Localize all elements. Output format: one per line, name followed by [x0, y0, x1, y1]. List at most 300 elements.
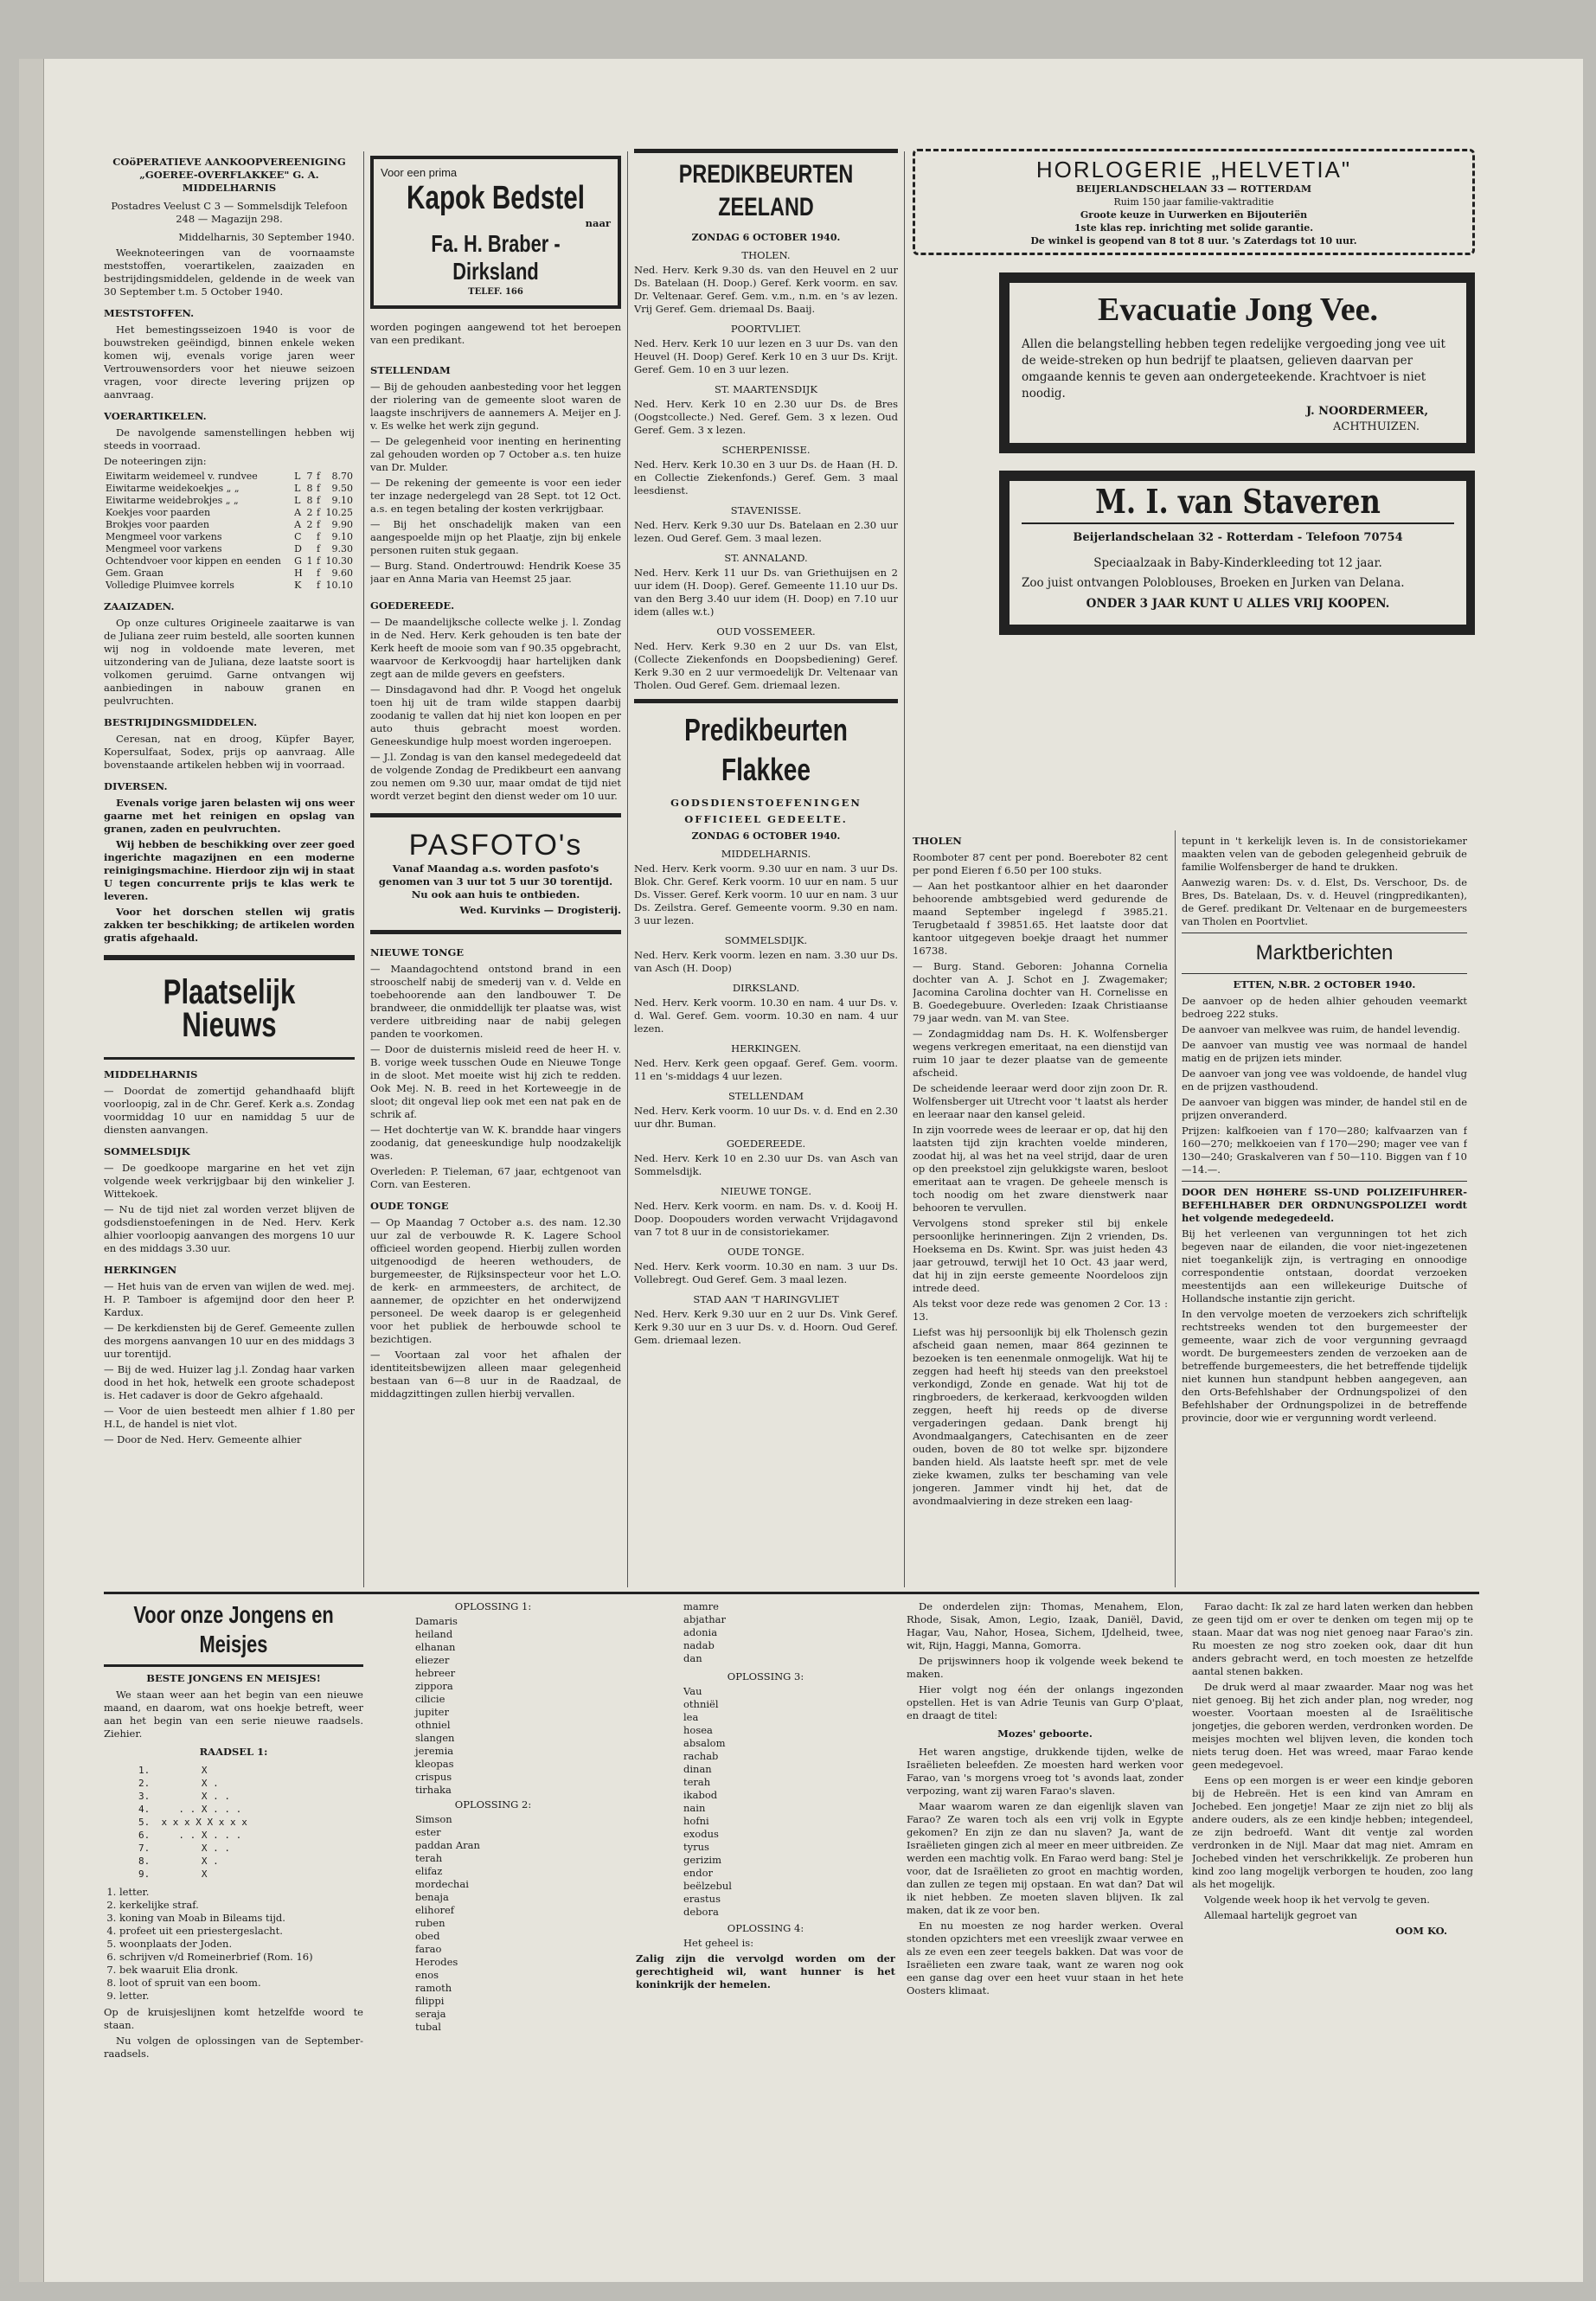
ad-text: Wed. Kurvinks — Drogisterij. [459, 904, 621, 916]
price-code: C [294, 531, 302, 542]
news-text: De druk werd al maar zwaarder. Maar nog was het niet genoeg. Bij het zich ander plan, nog wreder, nog woester. Voortaan moesten al de Israëlitische jongetjes, die geboren werden, verdronken worden. De meisjes mochten wel blijven leven, die konden toch niets terug doen. Het was wreed, maar Farao kende geen medegevoel. [1192, 1681, 1473, 1771]
church-town: ST. ANNALAND. [724, 552, 808, 564]
news-text: tepunt in 't kerkelijk leven is. In de consistoriekamer maakten velen van de geboden gelegenheid gebruik de familie Wolfensberger de hand te drukken. [1182, 835, 1467, 873]
ad-title: M. I. van Staveren [1095, 482, 1381, 521]
list-item: 2. kerkelijke straf. [119, 1899, 363, 1912]
price-code: 8 [306, 483, 313, 494]
town-heading: MIDDELHARNIS [104, 1068, 198, 1080]
list-item: heiland [415, 1628, 453, 1640]
ad-text: De winkel is geopend van 8 tot 8 uur. 's Zaterdags tot 10 uur. [1030, 235, 1357, 247]
price-value: 9.10 [331, 531, 353, 542]
price-item: Eiwitarme weidebrokjes „ „ [106, 495, 239, 506]
church-entry [634, 848, 898, 927]
church-services: Ned. Herv. Kerk voorm. 9.30 uur en nam. 3 uur Ds. Blok. Chr. Geref. Kerk voorm. 10 uur en nam. 5 uur Ds. Visser. Geref. Kerk voorm. 10 uur en nam. 3 uur Ds. Zeilstra. Geref. Gemeente voorm. 9.30 en nam. 3 uur lezen. [634, 862, 898, 926]
price-value: 9.10 [331, 495, 353, 506]
price-value: 10.10 [325, 580, 353, 591]
ad-text: 1ste klas rep. inrichting met solide garantie. [1074, 222, 1314, 234]
price-code: f [317, 567, 321, 579]
news-text: worden pogingen aangewend tot het beroepen van een predikant. [370, 321, 621, 346]
news-text: Farao dacht: Ik zal ze hard laten werken dan hebben ze geen tijd om er over te denken om tegen mij op te staan. Maar dat was nog niet genoeg naar Farao's zin. Ru moesten ze nog stro zoeken ook, daar dit hun anders gebracht werd, en toch moesten ze hetzelfde aantal stenen bakken. [1192, 1600, 1473, 1677]
list-item: Herodes [415, 1956, 458, 1968]
list-item: eliezer [415, 1654, 450, 1666]
pasfoto-ad [370, 823, 621, 925]
plaatselijk-nieuws-heading: Plaatselijk Nieuws [163, 973, 296, 1044]
list-item: othniël [683, 1698, 719, 1710]
list-item: dan [683, 1652, 702, 1664]
list-item: 3. koning van Moab in Bileams tijd. [119, 1912, 363, 1925]
ad-text: Voor een prima [381, 166, 458, 179]
oplossing-column-2 [636, 1600, 895, 2197]
town-heading: THOLEN [913, 835, 962, 847]
town-heading: SOMMELSDIJK [104, 1145, 190, 1157]
church-entry [634, 982, 898, 1035]
list-item: seraja [415, 2008, 446, 2020]
list-item: ester [415, 1826, 441, 1838]
ad-text: Speciaalzaak in Baby-Kinderkleeding tot 12 jaar. [1093, 556, 1382, 570]
church-town: THOLEN. [741, 249, 791, 261]
list-item: lea [683, 1711, 699, 1723]
column-4 [913, 835, 1168, 1587]
news-text: — De gelegenheid voor inenting en herinenting zal gehouden worden op 7 October a.s. ten huize van Dr. Mulder. [370, 435, 621, 473]
oplossing-list [372, 1813, 614, 2034]
price-value: 9.50 [331, 483, 353, 494]
price-item: Mengmeel voor varkens [106, 543, 222, 554]
oplossing-answer: Zalig zijn die vervolgd worden om der gerechtigheid wil, want hunner is het koninkrijk der hemelen. [636, 1952, 895, 1990]
price-code: A [294, 507, 302, 518]
list-item: endor [683, 1867, 713, 1879]
list-item: adonia [683, 1626, 718, 1638]
news-text: — Op Maandag 7 October a.s. des nam. 12.30 uur zal de verbouwde R. K. Lagere School officieel worden geopend. Hierbij zullen worden uitgenoodigd de heeren wethouders, de burgemeester, de Rijksinspecteur voor het L.O. de kerk- en armmeesters, de architect, de aannemer, de opzichter en het onderwijzend personeel. De week daarop is er gelegenheid voor het publiek de herbouwde school te bezichtigen. [370, 1216, 621, 1345]
news-text: — Zondagmiddag nam Ds. H. K. Wolfensberger wegens verkregen emeritaat, na een dienstijd van ruim 10 jaar te dezer plaatse van de gemeente afscheid. [913, 1028, 1168, 1079]
diversen-text: Voor het dorschen stellen wij gratis zakken ter beschikking; de artikelen worden gratis afgehaald. [104, 906, 355, 944]
list-item: 4. profeet uit een priestergeslacht. [119, 1925, 363, 1938]
predikbeurten-flakkee-heading: Predikbeurten Flakkee [684, 712, 848, 787]
list-item: abjathar [683, 1613, 727, 1625]
news-text: De prijswinners hoop ik volgende week bekend te maken. [907, 1655, 1183, 1680]
price-code: G [294, 555, 302, 567]
column-rule [904, 151, 905, 1587]
divider [634, 699, 898, 703]
church-entry [634, 323, 898, 376]
ad-text: Ruim 150 jaar familie-vaktraditie [1113, 196, 1274, 208]
marktberichten-heading: Marktberichten [1255, 941, 1394, 965]
town-heading: NIEUWE TONGE [370, 946, 465, 958]
coop-date: Middelharnis, 30 September 1940. [178, 231, 355, 243]
list-item: 8. loot of spruit van een boom. [119, 1977, 363, 1990]
news-text: — Het huis van de erven van wijlen de wed. mej. H. P. Tamboer is afgemijnd door den heer P. Kardux. [104, 1280, 355, 1318]
price-value: 10.25 [325, 507, 353, 518]
church-services: Ned. Herv. Kerk voorm. lezen en nam. 3.30 uur Ds. van Asch (H. Doop) [634, 949, 898, 974]
list-item: gerizim [683, 1854, 721, 1866]
church-entry [634, 1042, 898, 1083]
list-item: hebreer [415, 1667, 456, 1679]
ad-address: BEIJERLANDSCHELAAN 33 — ROTTERDAM [1075, 183, 1312, 195]
list-item: jeremia [415, 1745, 454, 1757]
list-item: debora [683, 1906, 719, 1918]
church-services: Ned. Herv. Kerk 10 uur lezen en 3 uur Ds. van den Heuvel (H. Doop) Geref. Kerk 10 en 3 uur Ds. Krijt. Geref. Gem. 10 en 3 uur lezen. [634, 337, 898, 375]
news-text: Overleden: P. Tieleman, 67 jaar, echtgenoot van Corn. van Eesteren. [370, 1165, 621, 1190]
news-text: — Bij het onschadelijk maken van een aangespoelde mijn op het Plaatje, zijn bij enkele personen ruiten stuk gegaan. [370, 518, 621, 556]
section-heading: VOERARTIKELEN. [104, 410, 207, 422]
divider [1182, 1181, 1467, 1182]
ad-phone: TELEF. 166 [468, 287, 523, 297]
news-text: Nu volgen de oplossingen van de September-raadsels. [104, 2035, 363, 2060]
list-item: elhanan [415, 1641, 456, 1653]
list-item: 5. woonplaats der Joden. [119, 1938, 363, 1951]
list-item: mordechai [415, 1878, 469, 1890]
news-text: — Burg. Stand. Ondertrouwd: Hendrik Koese 35 jaar en Anna Maria van Heemst 25 jaar. [370, 560, 621, 585]
oplossing-title: OPLOSSING 1: [454, 1600, 532, 1612]
news-text: In zijn voorrede wees de leeraar er op, dat hij den laatsten tijd zijn krachten voelde minderen, zoodat hij, al was het na veel strijd, daar de uren op den preekstoel zijn gelukkigste waren, besloot emeritaat aan te vragen. De geheele mensch is toch noodig om het zware dienstwerk naar behooren te vervullen. [913, 1124, 1168, 1214]
price-code: 2 [306, 507, 313, 518]
price-code: f [317, 495, 321, 506]
list-item: rachab [683, 1750, 719, 1762]
oplossing-column-1 [372, 1600, 614, 2197]
price-code: L [294, 483, 301, 494]
church-town: HERKINGEN. [731, 1042, 801, 1054]
column-3 [634, 147, 898, 1583]
town-heading: GOEDEREEDE. [370, 599, 455, 612]
church-entry [634, 383, 898, 437]
news-text: Het geheel is: [683, 1937, 754, 1949]
church-services: Ned. Herv. Kerk voorm. 10.30 en nam. 3 uur Ds. Vollebregt. Oud Geref. Gem. 3 maal lezen. [634, 1260, 898, 1285]
price-row [104, 567, 355, 580]
news-text: Vervolgens stond spreker stil bij enkele persoonlijke herinneringen. Zijn 2 vrienden, Ds. Hoeksema en Ds. Kwint. Spr. was juist heden 43 jaar getrouwd, terwijl het 10 Oct. 43 jaar werd, dat hij in zijn eerste gemeente Noordeloos zijn intrede deed. [913, 1217, 1168, 1294]
price-table [104, 471, 355, 592]
market-date: ETTEN, N.BR. 2 OCTOBER 1940. [1233, 978, 1416, 990]
list-item: zippora [415, 1680, 453, 1692]
price-value: 9.90 [331, 519, 353, 530]
price-value: 9.60 [331, 567, 353, 579]
news-text: — De maandelijksche collecte welke j. l. Zondag in de Ned. Herv. Kerk gehouden is ten bate der Kerk heeft de mooie som van f 90.35 opgebracht, waarvoor de Kerkvoogdij haar hartelijken dank zegt aan de milde gevers en geefsters. [370, 616, 621, 680]
news-text: — Doordat de zomertijd gehandhaafd blijft voorloopig, zal in de Chr. Geref. Kerk a.s. Zondag voormiddag 10 uur en namiddag 5 uur de diensten aanvangen. [104, 1085, 355, 1136]
church-entry [634, 1293, 898, 1347]
list-item: 1. letter. [119, 1886, 363, 1899]
horlogerie-ad [913, 149, 1475, 255]
oplossing-list [636, 1600, 895, 1665]
price-row [104, 507, 355, 519]
price-row [104, 543, 355, 555]
kapok-ad [370, 156, 621, 309]
divider [104, 1057, 355, 1060]
news-text: Liefst was hij persoonlijk bij elk Tholensch gezin afscheid gaan nemen, maar 864 gezinnen te bezoeken is ten eenenmale onmogelijk. Wat hij te zeggen had heeft hij steeds van den preekstoel verkondigd, Zonde en genade. Wat hij tot de ringbroeders, de kerkeraad, kerkvoogden wilden zeggen, heeft hij reeds op de diverse vergaderingen gedaan. Dank brengt hij Avondmaalgangers, Catechisanten en de zeer ouden, boven de 80 tot welke spr. bijzondere banden hield. Als laatste heeft spr. met de vele zieke kwamen, zulks ter beschaming van vele jongeren. Jammer vindt hij het, dat de avondmaalviering in deze streken een laag- [913, 1326, 1168, 1507]
section-heading: ZAAIZADEN. [104, 600, 175, 612]
list-item: exodus [683, 1828, 719, 1840]
church-entry [634, 1185, 898, 1239]
price-value: 9.30 [331, 543, 353, 554]
oplossing-list [636, 1685, 895, 1919]
price-row [104, 519, 355, 531]
section-heading: BESTRIJDINGSMIDDELEN. [104, 716, 258, 728]
news-text: In den vervolge moeten de verzoekers zich schriftelijk rechtstreeks wenden tot den burgemeester der gemeente, waar zich de voor vergunning gevraagd wordt. De burgemeesters zenden de verzoeken aan de betreffende burgemeesters, die het betreffende tijdelijk niet kunnen hun standpunt hebben aangegeven, aan den Orts-Befehlshaber der Ordnungspolizei of den Befehlshaber der Ordnungspolizei in de betreffende provincie, door wie er vergunning wordt verleend. [1182, 1308, 1467, 1424]
divider [104, 955, 355, 960]
voer-text: De noteeringen zijn: [104, 455, 207, 467]
ad-address: Beijerlandschelaan 32 - Rotterdam - Telefoon 70754 [1022, 522, 1454, 544]
divider [1182, 973, 1467, 974]
predikbeurten-zeeland-heading: PREDIKBEURTEN ZEELAND [678, 160, 854, 221]
news-text: Roomboter 87 cent per pond. Boereboter 82 cent per pond Eieren f 6.50 per 100 stuks. [913, 851, 1168, 876]
news-text: De aanvoer van jong vee was voldoende, de handel vlug en de prijzen vasthoudend. [1182, 1067, 1467, 1093]
section-heading: DIVERSEN. [104, 780, 168, 792]
story-column-1 [907, 1600, 1183, 2197]
price-code: 8 [306, 495, 313, 506]
church-town: DIRKSLAND. [732, 982, 800, 994]
oplossing-title: OPLOSSING 3: [727, 1670, 804, 1682]
price-code: f [317, 483, 321, 494]
price-code: L [294, 471, 301, 482]
price-row [104, 580, 355, 592]
column-rule [363, 151, 364, 1587]
church-list [634, 848, 898, 1347]
list-item: ramoth [415, 1982, 452, 1994]
scan-margin [0, 0, 1596, 59]
binding-edge [19, 59, 44, 2282]
list-item: tubal [415, 2021, 441, 2033]
church-services: Ned. Herv. Kerk 10.30 en 3 uur Ds. de Haan (H. D. en Collectie Ziekenfonds.) Geref. Gem. 3 maal leesdienst. [634, 458, 898, 497]
ad-title: HORLOGERIE „HELVETIA" [1035, 157, 1352, 183]
list-item: benaja [415, 1891, 449, 1903]
news-text: — Burg. Stand. Geboren: Johanna Cornelia dochter van A. J. Schot en J. Zwagemaker; Jacomina Carolina dochter van H. Cornelisse en B. Goedegebuure. Overleden: Izaak Christiaanse 79 jaar wedn. van M. van Stee. [913, 960, 1168, 1024]
list-item: erastus [683, 1893, 721, 1905]
price-value: 10.30 [325, 555, 353, 567]
news-text: Eens op een morgen is er weer een kindje geboren bij de Hebreën. Het is een kind van Amram en Jochebed. Een jongetje! Maar ze zijn niet zo blij als andere ouders, als ze een kindje hebben; integendeel, ze zijn bedroefd. Want dit ventje zal worden verdronken in de Nijl. Maar dat mag niet. Amram en Jochebed vinden het verschrikkelijk. Ze proberen hun kind zoo lang mogelijk verborgen te houden, zoo lang als het mogelijk. [1192, 1774, 1473, 1890]
price-row [104, 555, 355, 567]
coop-title: COöPERATIEVE AANKOOPVEREENIGING „GOEREE-OVERFLAKKEE" G. A. MIDDELHARNIS [112, 156, 346, 194]
church-town: STAVENISSE. [730, 504, 802, 516]
church-services: Ned. Herv. Kerk 10 en 2.30 uur Ds. de Bres (Oogstcollecte.) Ned. Geref. Gem. 3 x lezen. Oud Geref. Gem. 3 x lezen. [634, 398, 898, 436]
list-item: filippi [415, 1995, 445, 2007]
notice-heading: DOOR DEN HØHERE SS-UND POLIZEIFUHRER-BEFEHLHABER DER ORDNUNGSPOLIZEI wordt het volgende medegedeeld. [1182, 1186, 1467, 1224]
list-item: Vau [683, 1685, 702, 1697]
church-entry [634, 444, 898, 497]
church-services: Ned. Herv. Kerk 9.30 uur Ds. Batelaan en 2.30 uur lezen. Oud Geref. Gem. 3 maal lezen. [634, 519, 898, 544]
news-text: De aanvoer van mustig vee was normaal de handel matig en de prijzen iets minder. [1182, 1039, 1467, 1064]
news-text: Het waren angstige, drukkende tijden, welke de Israëlieten beleefden. Ze moesten hard werken voor Farao, van 's morgens vroeg tot 's avonds laat, zonder verpozing, want zij waren Farao's slaven. [907, 1746, 1183, 1797]
price-row [104, 531, 355, 543]
town-heading: STELLENDAM [370, 364, 451, 376]
list-item: 9. letter. [119, 1990, 363, 2003]
news-text: — Nu de tijd niet zal worden verzet blijven de godsdienstoefeningen in de Ned. Herv. Kerk alhier voorloopig aanvangen des morgens 10 uur en des middags 3.30 uur. [104, 1203, 355, 1254]
news-text: We staan weer aan het begin van een nieuwe maand, en daarom, wat ons hoekje betreft, weer aan het begin van een serie nieuwe raadsels. Ziehier. [104, 1689, 363, 1740]
raadsel-title: RAADSEL 1: [199, 1746, 268, 1758]
price-item: Volledige Pluimvee korrels [106, 580, 234, 591]
news-text: — Bij de wed. Huizer lag j.l. Zondag haar varken dood in het hok, hetwelk een groote schadepost is. Het cadaver is door de Gekro afgehaald. [104, 1363, 355, 1401]
price-code: f [317, 519, 321, 530]
price-code: 7 [306, 471, 313, 482]
church-services: Ned. Herv. Kerk voorm. 10 uur Ds. v. d. End en 2.30 uur dhr. Buman. [634, 1105, 898, 1130]
news-text: Allemaal hartelijk gegroet van [1204, 1909, 1357, 1921]
story-column-2 [1192, 1600, 1473, 2197]
price-code: f [317, 580, 321, 591]
ad-title: Evacuatie Jong Vee. [1097, 292, 1379, 328]
news-text: Volgende week hoop ik het vervolg te geven. [1204, 1894, 1430, 1906]
news-text: — Door de duisternis misleid reed de heer H. v. B. vorige week tusschen Oude en Nieuwe Tonge in de sloot. Met moeite wist hij zich te redden. Ook Mej. N. B. reed in het Korteweegje in de sloot; dit ongeval liep ook met een nat pak en de schrik af. [370, 1043, 621, 1120]
list-item: paddan Aran [415, 1839, 480, 1851]
price-item: Ochtendvoer voor kippen en eenden [106, 555, 281, 567]
price-row [104, 483, 355, 495]
ad-product: Kapok Bedstel [407, 180, 585, 216]
list-item: tyrus [683, 1841, 709, 1853]
news-text: — Voor de uien besteedt men alhier f 1.80 per H.L, de handel is niet vlot. [104, 1405, 355, 1430]
list-item: jupiter [415, 1706, 449, 1718]
ad-title: PASFOTO's [408, 829, 583, 862]
divider [104, 1664, 363, 1667]
news-text: En nu moesten ze nog harder werken. Overal stonden opzichters met een vreeslijk zwaar verwee en als ze even een zeer teegels bakken. Dat was voor de Israëlieten een zware taak, want ze waren nog ook een ganse dag over een heet vuur staan in het hete Oosters klimaat. [907, 1920, 1183, 1997]
column-rule [1175, 830, 1176, 1587]
church-town: NIEUWE TONGE. [721, 1185, 811, 1197]
news-text: — Voortaan zal voor het afhalen der identiteitsbewijzen alleen maar gelegenheid bestaan van 6—8 uur in de Raadzaal, de middagzittingen zullen hierbij vervallen. [370, 1349, 621, 1400]
divider [370, 813, 621, 817]
church-services: Ned. Herv. Kerk 9.30 en 2 uur Ds. van Elst, (Collecte Ziekenfonds en Doopsbediening) Geref. Kerk 9.30 en 2 uur vermoedelijk Dr. Veltenaar van Tholen. Oud Geref. Gem. driemaal lezen. [634, 640, 898, 691]
list-item: Simson [415, 1813, 452, 1825]
list-item: elifaz [415, 1865, 443, 1877]
price-row [104, 471, 355, 483]
news-text: — Maandagochtend ontstond brand in een strooschelf nabij de smederij van v. d. Velde en toebehoorende aan den landbouwer T. De brandweer, die onmiddellijk ter plaatse was, wist verdere uitbreiding naar de nabij gelegen panden te voorkomen. [370, 963, 621, 1040]
news-text: — Het dochtertje van W. K. brandde haar vingers zoodanig, dat geneeskundige hulp noodzakelijk was. [370, 1124, 621, 1162]
raadsel-clues [104, 1886, 363, 2003]
news-text: Maar waarom waren ze dan eigenlijk slaven van Farao? Ze waren toch als een vrij volk in Egypte gekomen? En zijn ze dan nu slaven? Ja, want de Israëlieten gingen zich al meer en meer uitbreiden. Ze werden een machtig volk. En Farao werd bang: Stel je voor, dat de Israëlieten zo groot en machtig worden, dan zullen ze tegen mij opstaan. En wat dan? Dat wil ik niet hebben. Ze moeten slaven blijven. Ik zal maken, dat ik ze voor ben. [907, 1800, 1183, 1916]
section-heading: MESTSTOFFEN. [104, 307, 195, 319]
column-2 [370, 156, 621, 1583]
church-entry [634, 504, 898, 545]
list-item: nadab [683, 1639, 715, 1651]
list-item: enos [415, 1969, 439, 1981]
news-text: De onderdelen zijn: Thomas, Menahem, Elon, Rhode, Sisak, Amon, Legio, Izaak, Daniël, David, Hagar, Vau, Nahor, Hosea, Sichem, IJdelheid, twee, wit, Rijn, Haggi, Manna, Gomorra. [907, 1600, 1183, 1651]
price-value: 8.70 [331, 471, 353, 482]
ad-text: naar [585, 217, 611, 229]
news-text: — De goedkoope margarine en het vet zijn volgende week verkrijgbaar bij den winkelier J. Wittekoek. [104, 1162, 355, 1200]
diversen-text: Evenals vorige jaren belasten wij ons weer gaarne met het reinigen en opslag van granen, zaden en peulvruchten. [104, 797, 355, 835]
church-entry [634, 934, 898, 975]
list-item: absalom [683, 1737, 726, 1749]
price-code: A [294, 519, 302, 530]
church-entry [634, 249, 898, 316]
price-code: f [317, 555, 321, 567]
meststoffen-text: Het bemestingsseizoen 1940 is voor de bouwstreken geëindigd, binnen enkele weken komen wij, evenals vorige jaren weer Vertrouwensorders voor het nieuwe seizoen vragen, voor directe levering prijzen op aanvraag. [104, 324, 355, 401]
church-services: Ned. Herv. Kerk 9.30 uur en 2 uur Ds. Vink Geref. Kerk 9.30 uur en 3 uur Ds. v. d. Hoorn. Oud Geref. Gem. driemaal lezen. [634, 1308, 898, 1346]
jongens-column [104, 1600, 363, 2197]
news-text: Bij het verleenen van vergunningen tot het zich begeven naar de eilanden, die voor niet-ingezetenen niet toegankelijk zijn, is vertraging en onnoodige correspondentie ontstaan, doordat verzoeken meestentijds aan een willekeurige Duitsche of Hollandsche instantie zijn gericht. [1182, 1227, 1467, 1304]
list-item: ruben [415, 1917, 445, 1929]
ad-text: Allen die belangstelling hebben tegen redelijke vergoeding jong vee uit de weide-streken op hun bedrijf te plaatsen, gelieven daarvan per omgaande kennis te geven aan ondergeteekende. Krachtvoer is niet noodig. [1022, 337, 1445, 401]
price-code [304, 531, 315, 543]
church-services: Ned. Herv. Kerk voorm. en nam. Ds. v. d. Kooij H. Doop. Doopouders worden verwacht Vrijdagavond van 7 tot 8 uur in de consistoriekamer. [634, 1200, 898, 1238]
list-item: Damaris [415, 1615, 458, 1627]
coop-intro: Weeknoteeringen van de voornaamste meststoffen, voerartikelen, zaaizaden en bestrijdingsmiddelen, geldende in de week van 30 September t.m. 5 October 1940. [104, 247, 355, 298]
list-item: 6. schrijven v/d Romeinerbrief (Rom. 16) [119, 1951, 363, 1964]
church-town: STAD AAN 'T HARINGVLIET [693, 1293, 839, 1305]
list-item: kleopas [415, 1758, 454, 1770]
list-item: terah [415, 1852, 443, 1864]
list-item: hosea [683, 1724, 713, 1736]
news-text: De aanvoer op de heden alhier gehouden veemarkt bedroeg 222 stuks. [1182, 995, 1467, 1020]
church-services: Ned. Herv. Kerk geen opgaaf. Geref. Gem. voorm. 11 en 's-middags 4 uur lezen. [634, 1057, 898, 1082]
price-item: Gem. Graan [106, 567, 163, 579]
news-text: De aanvoer van melkvee was ruim, de handel levendig. [1182, 1023, 1461, 1035]
list-item: ikabod [683, 1789, 718, 1801]
news-text: Als tekst voor deze rede was genomen 2 Cor. 13 : 13. [913, 1298, 1168, 1323]
church-town: STELLENDAM [728, 1090, 804, 1102]
news-text: Prijzen: kalfkoeien van f 170—280; kalfvaarzen van f 160—270; melkkoeien van f 170—290; mager vee van f 130—240; Graskalveren van f 50—110. Biggen van f 10 —14.—. [1182, 1125, 1467, 1176]
price-code: H [294, 567, 303, 579]
voer-text: De navolgende samenstellingen hebben wij steeds in voorraad. [104, 426, 355, 452]
town-heading: OUDE TONGE [370, 1200, 449, 1212]
service-date: ZONDAG 6 OCTOBER 1940. [691, 830, 841, 842]
news-text: Aanwezig waren: Ds. v. d. Elst, Ds. Verschoor, Ds. de Bres, Ds. Batelaan, Ds. v. d. Heuvel (ringpredikanten), de Geref. predikant Dr. Veltenaar en de burgemeesters van Tholen en Poortvliet. [1182, 876, 1467, 927]
price-item: Brokjes voor paarden [106, 519, 209, 530]
price-code: D [294, 543, 302, 554]
coop-address: Postadres Veelust C 3 — Sommelsdijk Telefoon 248 — Magazijn 298. [111, 200, 348, 225]
bottom-rule [104, 1592, 1479, 1594]
town-heading: HERKINGEN [104, 1264, 177, 1276]
price-item: Eiwitarm weidemeel v. rundvee [106, 471, 258, 482]
oplossing-title: OPLOSSING 4: [727, 1922, 804, 1934]
news-text: — Aan het postkantoor alhier en het daaronder behoorende ambtsgebied werd gedurende de maand September ingelegd f 3985.21. Terugbetaald f 39851.65. Het laatste door dat kantoor uitgegeven boekje draagt het nummer 16738. [913, 880, 1168, 957]
church-services: Ned. Herv. Kerk voorm. 10.30 en nam. 4 uur Ds. v. d. Wal. Geref. Gem. voorm. 10.30 en nam. 4 uur lezen. [634, 997, 898, 1035]
news-text: — De rekening der gemeente is voor een ieder ter inzage nedergelegd van 28 Sept. tot 12 Oct. a.s. en tegen betaling der kosten verkrijgbaar. [370, 477, 621, 515]
list-item: slangen [415, 1732, 455, 1744]
church-town: OUDE TONGE. [727, 1246, 804, 1258]
price-code: f [317, 507, 321, 518]
oplossing-title: OPLOSSING 2: [454, 1798, 532, 1811]
news-text: — Dinsdagavond had dhr. P. Voogd het ongeluk toen hij uit de tram wilde stappen daarbij zoodanig te vallen dat hij niet kon loopen en per auto thuis gebracht moest worden. Geneeskundige hulp moest worden ingeroepen. [370, 683, 621, 747]
list-item: othniel [415, 1719, 451, 1731]
story-title: Mozes' geboorte. [997, 1727, 1093, 1740]
church-town: SOMMELSDIJK. [724, 934, 808, 946]
ad-text: ONDER 3 JAAR KUNT U ALLES VRIJ KOOPEN. [1086, 597, 1390, 611]
jongens-heading: Voor onze Jongens en Meisjes [133, 1601, 334, 1657]
church-services: Ned. Herv. Kerk 10 en 2.30 uur Ds. van Asch van Sommelsdijk. [634, 1152, 898, 1177]
price-code: 1 [306, 555, 313, 567]
price-code: 2 [306, 519, 313, 530]
news-text: De aanvoer van biggen was minder, de handel stil en de prijzen onveranderd. [1182, 1096, 1467, 1121]
price-code: f [317, 543, 321, 554]
divider [634, 149, 898, 153]
ad-firm: Fa. H. Braber - Dirksland [431, 230, 561, 285]
news-text: — Door de Ned. Herv. Gemeente alhier [104, 1433, 302, 1445]
news-text: Op de kruisjeslijnen komt hetzelfde woord te staan. [104, 2006, 363, 2031]
church-entry [634, 1246, 898, 1286]
church-town: GOEDEREEDE. [726, 1138, 806, 1150]
list-item: hofni [683, 1815, 709, 1827]
church-entry [634, 552, 898, 619]
section-sub: GODSDIENSTOEFENINGEN [670, 797, 862, 809]
oplossing-list [372, 1615, 614, 1797]
price-code: f [317, 471, 321, 482]
news-text: — De kerkdiensten bij de Geref. Gemeente zullen des morgens aanvangen 10 uur en des middags 3 uur torentijd. [104, 1322, 355, 1360]
church-services: Ned. Herv. Kerk 9.30 ds. van den Heuvel en 2 uur Ds. Batelaan (H. Doop.) Geref. Kerk voorm. en sav. Dr. Veltenaar. Geref. Gem. v.m., n.m. en 's av lezen. Vrij Geref. Gem. driemaal Ds. Baaij. [634, 264, 898, 315]
price-code: L [294, 495, 301, 506]
list-item: beëlzebul [683, 1880, 732, 1892]
church-town: MIDDELHARNIS. [721, 848, 811, 860]
price-code: f [317, 531, 321, 542]
list-item: crispus [415, 1771, 452, 1783]
list-item: dinan [683, 1763, 712, 1775]
ad-signature: ACHTHUIZEN. [1333, 420, 1420, 433]
news-text: — J.l. Zondag is van den kansel medegedeeld dat de volgende Zondag de Predikbeurt een aanvang zou nemen om 9.30 uur, maar omdat de tijd niet wordt verzet begint den dienst weder om 10 uur. [370, 751, 621, 802]
column-rule [627, 151, 628, 1587]
church-town: POORTVLIET. [730, 323, 802, 335]
service-date: ZONDAG 6 OCTOBER 1940. [691, 232, 841, 243]
price-code: K [294, 580, 302, 591]
bestrijding-text: Ceresan, nat en droog, Küpfer Bayer, Kopersulfaat, Sodex, prijs op aanvraag. Alle bovenstaande artikelen hebben wij in voorraad. [104, 733, 355, 771]
raadsel-grid: 1. X 2. X . 3. X . . 4. . . X . . . 5. x x x X X x x x 6. . . X . . . 7. X . . 8. X . 9. X [138, 1765, 247, 1880]
church-town: SCHERPENISSE. [721, 444, 811, 456]
price-item: Eiwitarme weidekoekjes „ „ [106, 483, 240, 494]
list-item: elihoref [415, 1904, 455, 1916]
list-item: terah [683, 1776, 711, 1788]
zaaizaden-text: Op onze cultures Origineele zaaitarwe is van de Juliana zeer ruim besteld, alle soorten kunnen wij nog in voldoende mate leveren, met uitzondering van de Juliana, deze laatste soort is volkomen geruimd. Garne ontvangen wij aanbiedingen in nabouw granen en peulvruchten. [104, 617, 355, 707]
